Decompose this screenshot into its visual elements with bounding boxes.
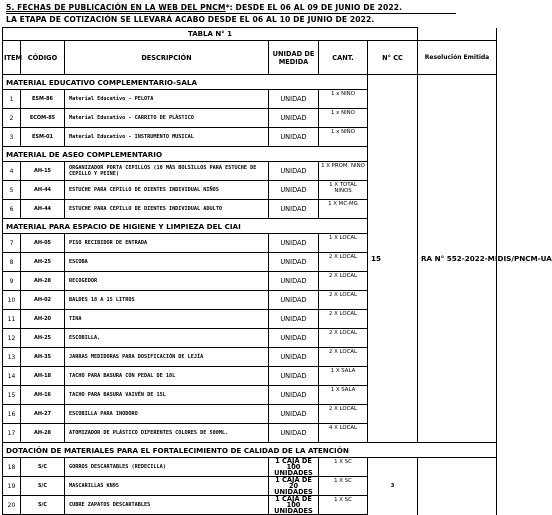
item-quantity: 1 X LOCAL (319, 234, 368, 253)
item-description: Material Educativo - INSTRUMENTO MUSICAL (65, 128, 269, 147)
section-title: MATERIAL DE ASEO COMPLEMENTARIO (3, 147, 368, 162)
item-description: MASCARILLAS KN95 (65, 477, 269, 496)
publication-dates-line (6, 2, 456, 14)
item-unit: UNIDAD (269, 367, 319, 386)
item-quantity: 1 X PROM. NIÑO (319, 162, 368, 181)
item-description: ORGANIZADOR PORTA CEPILLOS (10 MÁS BOLSILLOS PARA ESTUCHE DE CEPILLO Y PEINE) (65, 162, 269, 181)
section-header-row (3, 443, 497, 458)
item-unit: UNIDAD (269, 386, 319, 405)
header (6, 2, 494, 25)
item-description: GORROS DESCARTABLES (REDECILLA) (65, 458, 269, 477)
item-number: 5 (3, 181, 21, 200)
item-number: 11 (3, 310, 21, 329)
item-code: AH-02 (21, 291, 65, 310)
item-description: TACHO PARA BASURA VAIVÉN DE 15L (65, 386, 269, 405)
item-description: ESCOBILLA, (65, 329, 269, 348)
section-title: MATERIAL PARA ESPACIO DE HIGIENE Y LIMPIEZA DEL CIAI (3, 219, 368, 234)
item-code: AH-15 (21, 162, 65, 181)
item-unit: UNIDAD (269, 348, 319, 367)
item-unit: UNIDAD (269, 329, 319, 348)
item-description: Material Educativo - CARRITO DE PLÁSTICO (65, 109, 269, 128)
resolucion-cell-2 (418, 458, 497, 515)
item-description: TACHO PARA BASURA CON PEDAL DE 18L (65, 367, 269, 386)
item-unit: UNIDAD (269, 253, 319, 272)
item-description: CUBRE ZAPATOS DESCARTABLES (65, 496, 269, 515)
item-quantity: 1 X TOTAL NIÑOS (319, 181, 368, 200)
item-number: 10 (3, 291, 21, 310)
item-number: 4 (3, 162, 21, 181)
table-title: TABLA N° 1 (3, 28, 418, 41)
item-quantity: 2 X LOCAL (319, 405, 368, 424)
item-unit: UNIDAD (269, 109, 319, 128)
item-quantity: 1 X SC (319, 477, 368, 496)
item-quantity: 1 X SC (319, 458, 368, 477)
item-number: 17 (3, 424, 21, 443)
item-number: 12 (3, 329, 21, 348)
item-description: ESCOBA (65, 253, 269, 272)
table-title-row (3, 28, 497, 41)
item-number: 1 (3, 90, 21, 109)
item-unit: 1 CAJA DE 100 UNIDADES (269, 458, 319, 477)
table-row (3, 458, 497, 477)
item-description: PISO RECIBIDOR DE ENTRADA (65, 234, 269, 253)
item-unit: UNIDAD (269, 291, 319, 310)
item-description: TINA (65, 310, 269, 329)
item-code: S/C (21, 458, 65, 477)
item-code: AH-35 (21, 348, 65, 367)
item-code: ESM-01 (21, 128, 65, 147)
item-code: AH-28 (21, 424, 65, 443)
item-number: 19 (3, 477, 21, 496)
item-code: AH-44 (21, 200, 65, 219)
items-table (2, 27, 552, 515)
item-unit: UNIDAD (269, 234, 319, 253)
item-code: AH-16 (21, 386, 65, 405)
item-quantity: 1 X SC (319, 496, 368, 515)
item-quantity: 2 X LOCAL (319, 310, 368, 329)
item-code: S/C (21, 496, 65, 515)
section-title: MATERIAL EDUCATIVO COMPLEMENTARIO-SALA (3, 75, 368, 90)
item-unit: 1 CAJA DE 20 UNIDADES (269, 477, 319, 496)
item-description: ATOMIZADOR DE PLÁSTICO DIFERENTES COLORES DE 500ML. (65, 424, 269, 443)
item-quantity: 4 X LOCAL (319, 424, 368, 443)
item-code: AH-25 (21, 329, 65, 348)
item-quantity: 2 X LOCAL (319, 348, 368, 367)
item-quantity: 1 x NIÑO (319, 90, 368, 109)
col-descripcion-header: DESCRIPCIÓN (65, 41, 269, 75)
item-code: ESM-86 (21, 90, 65, 109)
item-description: ESTUCHE PARA CEPILLO DE DIENTES INDIVIDUAL ADULTO (65, 200, 269, 219)
nro-cc-cell-2: 3 (368, 458, 418, 515)
item-unit: UNIDAD (269, 424, 319, 443)
item-code: ECOM-85 (21, 109, 65, 128)
col-resolucion-header: Resolución Emitida (418, 41, 497, 75)
item-unit: UNIDAD (269, 181, 319, 200)
section-title: DOTACIÓN DE MATERIALES PARA EL FORTALECIMIENTO DE CALIDAD DE LA ATENCIÓN (3, 443, 497, 458)
item-description: ESTUCHE PARA CEPILLO DE DIENTES INDIVIDUAL NIÑOS (65, 181, 269, 200)
col-cant-header: CANT. (319, 41, 368, 75)
quotation-stage-line: LA ETAPA DE COTIZACIÓN SE LLEVARÁ ACABO DESDE EL 06 AL 10 DE JUNIO DE 2022. (6, 15, 375, 24)
item-number: 6 (3, 200, 21, 219)
item-unit: UNIDAD (269, 162, 319, 181)
item-unit: UNIDAD (269, 128, 319, 147)
item-quantity: 2 X LOCAL (319, 272, 368, 291)
item-description: BALDES 18 A 15 LITROS (65, 291, 269, 310)
item-description: JARRAS MEDIDORAS PARA DOSIFICACIÓN DE LEJÍA (65, 348, 269, 367)
nro-cc-cell: 15 (368, 75, 418, 443)
item-number: 8 (3, 253, 21, 272)
resolucion-cell: RA N° 552-2022-MIDIS/PNCM-UA (418, 75, 497, 443)
item-number: 7 (3, 234, 21, 253)
item-quantity: 1 x NIÑO (319, 109, 368, 128)
item-unit: UNIDAD (269, 90, 319, 109)
publication-dates-label: 5. FECHAS DE PUBLICACIÓN EN LA WEB DEL PNCM (6, 3, 226, 12)
items-table-wrapper (2, 27, 552, 515)
item-description: RECOGEDOR (65, 272, 269, 291)
item-unit: UNIDAD (269, 272, 319, 291)
item-quantity: 2 X LOCAL (319, 329, 368, 348)
item-code: S/C (21, 477, 65, 496)
section-header-row (3, 75, 497, 90)
publication-dates-value: *: DESDE EL 06 AL 09 DE JUNIO DE 2022. (225, 3, 403, 12)
item-unit: UNIDAD (269, 310, 319, 329)
item-code: AH-27 (21, 405, 65, 424)
item-number: 14 (3, 367, 21, 386)
item-number: 20 (3, 496, 21, 515)
item-code: AH-25 (21, 253, 65, 272)
item-description: Material Educativo - PELOTA (65, 90, 269, 109)
item-code: AH-28 (21, 272, 65, 291)
item-number: 15 (3, 386, 21, 405)
item-number: 9 (3, 272, 21, 291)
col-item-header: ITEM (3, 41, 21, 75)
col-nro-cc-header: N° CC (368, 41, 418, 75)
item-quantity: 1 X SALA (319, 386, 368, 405)
col-codigo-header: CÓDIGO (21, 41, 65, 75)
column-header-row (3, 41, 497, 75)
item-unit: 1 CAJA DE 100 UNIDADES (269, 496, 319, 515)
item-unit: UNIDAD (269, 405, 319, 424)
item-number: 18 (3, 458, 21, 477)
item-unit: UNIDAD (269, 200, 319, 219)
item-quantity: 1 X SALA (319, 367, 368, 386)
item-description: ESCOBILLA PARA INODORO (65, 405, 269, 424)
col-unidad-header: UNIDAD DE MEDIDA (269, 41, 319, 75)
item-number: 2 (3, 109, 21, 128)
item-code: AH-05 (21, 234, 65, 253)
item-quantity: 1 X MC-MG (319, 200, 368, 219)
item-quantity: 2 X LOCAL (319, 253, 368, 272)
item-quantity: 1 x NIÑO (319, 128, 368, 147)
item-code: AH-20 (21, 310, 65, 329)
item-number: 13 (3, 348, 21, 367)
item-code: AH-44 (21, 181, 65, 200)
item-code: AH-18 (21, 367, 65, 386)
item-number: 16 (3, 405, 21, 424)
item-quantity: 2 X LOCAL (319, 291, 368, 310)
item-number: 3 (3, 128, 21, 147)
